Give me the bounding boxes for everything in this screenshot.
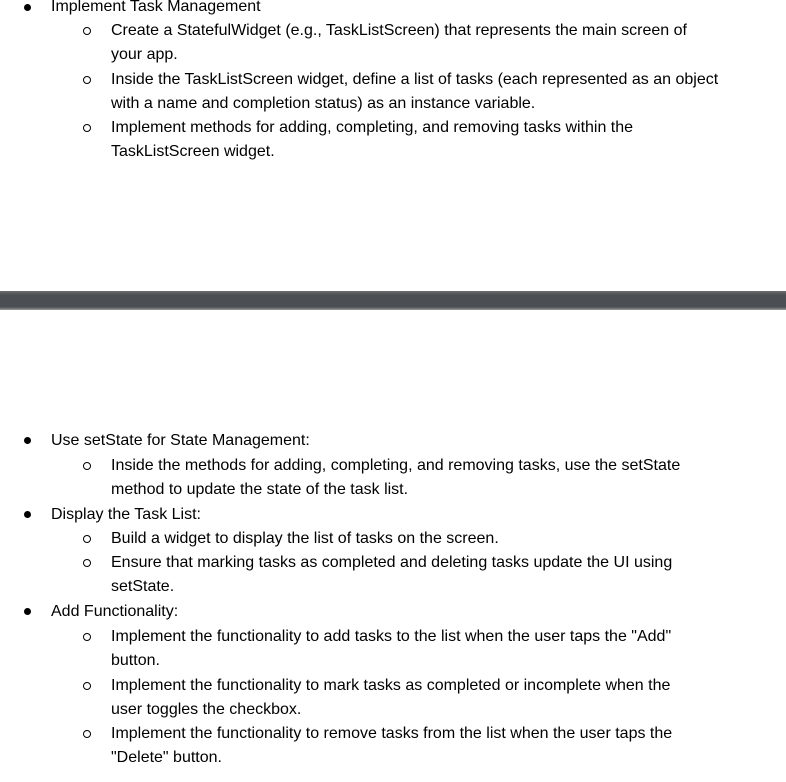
bullet-icon bbox=[24, 511, 31, 518]
list-item-line: TaskListScreen widget. bbox=[111, 143, 275, 160]
sub-bullet-icon bbox=[83, 27, 91, 35]
section-heading: Use setState for State Management: bbox=[51, 432, 310, 449]
list-item-line: "Delete" button. bbox=[111, 749, 222, 766]
section-heading: Add Functionality: bbox=[51, 603, 179, 620]
list-item-line: Inside the methods for adding, completing, and removing tasks, use the setState bbox=[111, 457, 681, 474]
sub-bullet-icon bbox=[83, 730, 91, 738]
bullet-icon bbox=[24, 608, 31, 615]
list-item-line: Implement methods for adding, completing, and removing tasks within the bbox=[111, 119, 634, 136]
sub-bullet-icon bbox=[83, 76, 91, 84]
list-item-line: button. bbox=[111, 652, 160, 669]
list-item-line: Inside the TaskListScreen widget, define a list of tasks (each represented as an object bbox=[111, 71, 719, 88]
list-item-line: Ensure that marking tasks as completed and deleting tasks update the UI using bbox=[111, 554, 673, 571]
bullet-icon bbox=[24, 4, 31, 11]
sub-bullet-icon bbox=[83, 462, 91, 470]
list-item-line: Implement the functionality to add tasks to the list when the user taps the "Add" bbox=[111, 628, 672, 645]
list-item-line: with a name and completion status) as an instance variable. bbox=[111, 95, 536, 112]
list-item-line: your app. bbox=[111, 46, 178, 63]
sub-bullet-icon bbox=[83, 124, 91, 132]
list-item-line: Build a widget to display the list of tasks on the screen. bbox=[111, 530, 499, 547]
list-item-line: method to update the state of the task list. bbox=[111, 481, 409, 498]
sub-bullet-icon bbox=[83, 559, 91, 567]
section-heading: Display the Task List: bbox=[51, 506, 201, 523]
bullet-icon bbox=[24, 437, 31, 444]
list-item-line: user toggles the checkbox. bbox=[111, 701, 302, 718]
page-break-divider bbox=[0, 291, 786, 310]
list-item-line: Implement the functionality to remove tasks from the list when the user taps the bbox=[111, 725, 673, 742]
list-item-line: setState. bbox=[111, 578, 175, 595]
list-item-line: Implement the functionality to mark tasks as completed or incomplete when the bbox=[111, 677, 671, 694]
sub-bullet-icon bbox=[83, 535, 91, 543]
sub-bullet-icon bbox=[83, 682, 91, 690]
list-item-line: Create a StatefulWidget (e.g., TaskListScreen) that represents the main screen of bbox=[111, 22, 687, 39]
sub-bullet-icon bbox=[83, 633, 91, 641]
section-heading: Implement Task Management bbox=[51, 0, 261, 15]
